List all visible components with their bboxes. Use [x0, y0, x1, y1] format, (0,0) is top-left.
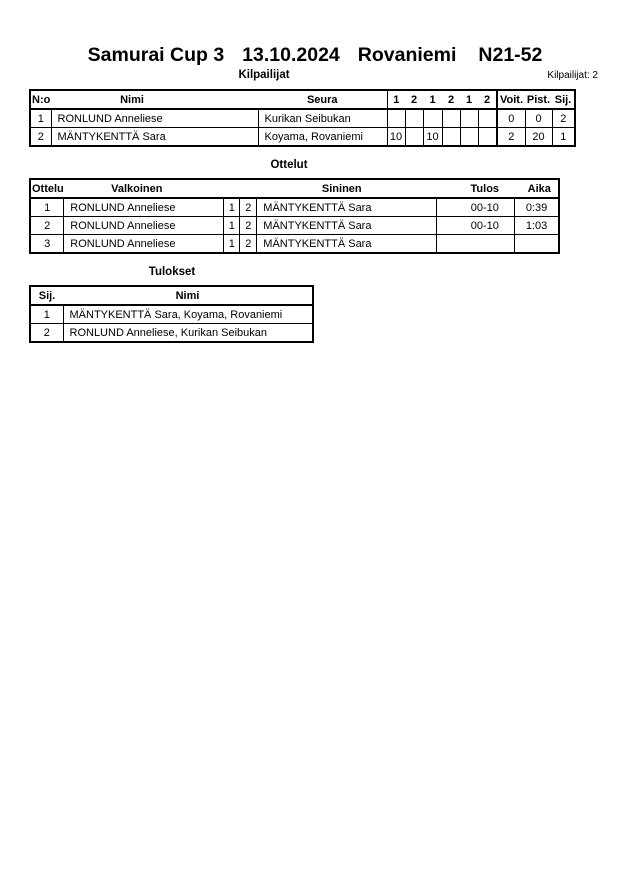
col-header-ottelu: Ottelu — [30, 179, 64, 198]
cell-match-no: 3 — [30, 235, 64, 254]
col-header-score-5: 1 — [460, 90, 478, 109]
col-header-aika: Aika — [515, 179, 559, 198]
cell-name-club: RONLUND Anneliese, Kurikan Seibukan — [63, 324, 313, 343]
cell-points: 0 — [525, 109, 552, 128]
cell-place: 1 — [30, 305, 63, 324]
match-row — [30, 217, 559, 235]
cell-blue-number: 2 — [240, 198, 257, 217]
competitor-count-label: Kilpailijat: 2 — [547, 70, 598, 81]
col-header-score-1: 1 — [387, 90, 405, 109]
col-header-white-number — [224, 179, 240, 198]
col-header-score-4: 2 — [442, 90, 460, 109]
cell-score — [405, 109, 423, 128]
title-city: Rovaniemi — [357, 44, 457, 66]
cell-match-no: 1 — [30, 198, 64, 217]
cell-score — [460, 128, 478, 147]
cell-score — [478, 109, 497, 128]
col-header-nimi: Nimi — [51, 90, 258, 109]
cell-name: RONLUND Anneliese — [51, 109, 258, 128]
competitor-row — [30, 128, 575, 147]
competitor-row — [30, 109, 575, 128]
cell-place: 1 — [552, 128, 575, 147]
col-header-blue-number — [240, 179, 257, 198]
kilpailijat-table — [29, 89, 576, 147]
cell-wins: 0 — [497, 109, 525, 128]
col-header-voit: Voit. — [497, 90, 525, 109]
cell-white-number: 1 — [224, 198, 240, 217]
cell-place: 2 — [30, 324, 63, 343]
col-header-sij: Sij. — [30, 286, 63, 305]
cell-name: MÄNTYKENTTÄ Sara — [51, 128, 258, 147]
cell-blue-number: 2 — [240, 217, 257, 235]
tulokset-table — [29, 285, 314, 343]
cell-blue-number: 2 — [240, 235, 257, 254]
col-header-no: N:o — [30, 90, 51, 109]
cell-white-number: 1 — [224, 235, 240, 254]
section-title-kilpailijat: Kilpailijat — [238, 69, 290, 81]
cell-score — [478, 128, 497, 147]
col-header-sininen: Sininen — [257, 179, 437, 198]
col-header-score-2: 2 — [405, 90, 423, 109]
col-header-score-3: 1 — [423, 90, 442, 109]
cell-score — [442, 128, 460, 147]
cell-score — [423, 109, 442, 128]
cell-white-name: RONLUND Anneliese — [64, 235, 224, 254]
cell-score — [405, 128, 423, 147]
page-title — [0, 45, 630, 66]
cell-time: 1:03 — [515, 217, 559, 235]
cell-blue-name: MÄNTYKENTTÄ Sara — [257, 198, 437, 217]
cell-name-club: MÄNTYKENTTÄ Sara, Koyama, Rovaniemi — [63, 305, 313, 324]
cell-blue-name: MÄNTYKENTTÄ Sara — [257, 235, 437, 254]
col-header-tulos: Tulos — [437, 179, 515, 198]
col-header-score-6: 2 — [478, 90, 497, 109]
section-title-tulokset: Tulokset — [148, 266, 196, 278]
cell-no: 2 — [30, 128, 51, 147]
cell-result: 00-10 — [437, 217, 515, 235]
cell-score: 10 — [387, 128, 405, 147]
cell-blue-name: MÄNTYKENTTÄ Sara — [257, 217, 437, 235]
cell-points: 20 — [525, 128, 552, 147]
result-row — [30, 324, 313, 343]
cell-match-no: 2 — [30, 217, 64, 235]
title-category: N21-52 — [478, 44, 543, 66]
cell-place: 2 — [552, 109, 575, 128]
col-header-seura: Seura — [258, 90, 387, 109]
cell-score — [387, 109, 405, 128]
cell-time — [515, 235, 559, 254]
tulokset-header-row — [30, 286, 313, 305]
col-header-nimi: Nimi — [63, 286, 313, 305]
kilpailijat-header-row — [30, 90, 575, 109]
cell-score: 10 — [423, 128, 442, 147]
cell-club: Kurikan Seibukan — [258, 109, 387, 128]
cell-result: 00-10 — [437, 198, 515, 217]
result-row — [30, 305, 313, 324]
cell-time: 0:39 — [515, 198, 559, 217]
col-header-valkoinen: Valkoinen — [64, 179, 224, 198]
title-date: 13.10.2024 — [242, 44, 340, 66]
cell-result — [437, 235, 515, 254]
col-header-sij: Sij. — [552, 90, 575, 109]
cell-white-name: RONLUND Anneliese — [64, 217, 224, 235]
match-row — [30, 198, 559, 217]
ottelut-header-row — [30, 179, 559, 198]
cell-club: Koyama, Rovaniemi — [258, 128, 387, 147]
ottelut-table — [29, 178, 560, 254]
col-header-pist: Pist. — [525, 90, 552, 109]
cell-score — [442, 109, 460, 128]
section-title-ottelut: Ottelut — [270, 159, 308, 171]
title-event-name: Samurai Cup 3 — [87, 44, 225, 66]
cell-white-name: RONLUND Anneliese — [64, 198, 224, 217]
cell-white-number: 1 — [224, 217, 240, 235]
match-row — [30, 235, 559, 254]
cell-no: 1 — [30, 109, 51, 128]
cell-score — [460, 109, 478, 128]
cell-wins: 2 — [497, 128, 525, 147]
